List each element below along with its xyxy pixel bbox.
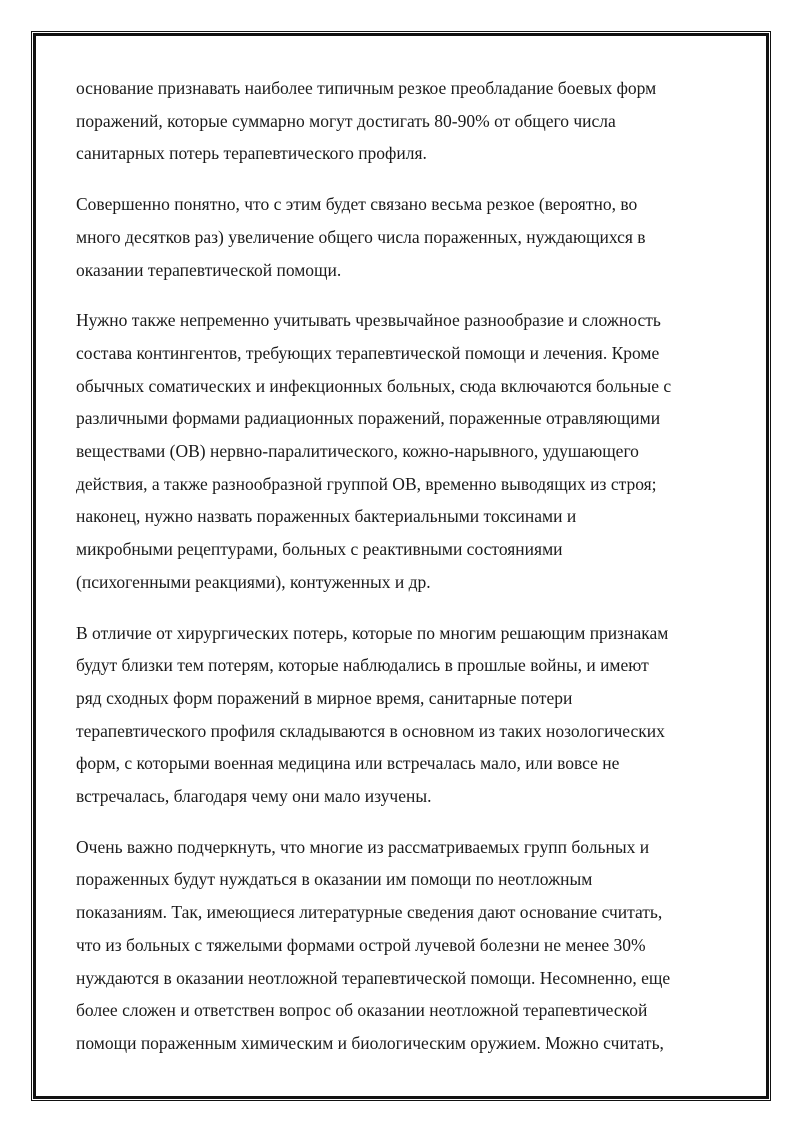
text-line: В отличие от хирургических потерь, которые по многим решающим признакам	[76, 622, 669, 643]
text-line: оказании терапевтической помощи.	[76, 259, 342, 280]
text-line: наконец, нужно назвать пораженных бактериальными токсинами и	[76, 506, 577, 527]
text-line: Очень важно подчеркнуть, что многие из рассматриваемых групп больных и	[76, 836, 650, 857]
text-line: ряд сходных форм поражений в мирное время, санитарные потери	[76, 687, 573, 708]
text-line: форм, с которыми военная медицина или встречалась мало, или вовсе не	[76, 753, 620, 774]
paragraph	[76, 72, 726, 170]
text-line: пораженных будут нуждаться в оказании им помощи по неотложным	[76, 869, 593, 890]
text-line: основание признавать наиболее типичным резкое преобладание боевых форм	[76, 78, 657, 98]
text-line: Нужно также непременно учитывать чрезвычайное разнообразие и сложность	[76, 310, 661, 331]
text-line: (психогенными реакциями), контуженных и др.	[76, 571, 431, 592]
text-line: Совершенно понятно, что с этим будет связано весьма резкое (вероятно, во	[76, 194, 638, 215]
text-line: микробными рецептурами, больных с реактивными состояниями	[76, 539, 563, 560]
text-line: много десятков раз) увеличение общего числа пораженных, нуждающихся в	[76, 226, 646, 247]
text-line: показаниям. Так, имеющиеся литературные сведения дают основание считать,	[76, 902, 663, 923]
text-line: поражений, которые суммарно могут достигать 80-90% от общего числа	[76, 110, 616, 131]
text-line: санитарных потерь терапевтического профиля.	[76, 143, 427, 164]
text-line: обычных соматических и инфекционных больных, сюда включаются больные с	[76, 375, 672, 396]
text-line: помощи пораженным химическим и биологическим оружием. Можно считать,	[76, 1032, 664, 1053]
paragraph	[76, 617, 726, 813]
text-line: действия, а также разнообразной группой ОВ, временно выводящих из строя;	[76, 473, 657, 494]
text-line: что из больных с тяжелыми формами острой лучевой болезни не менее 30%	[76, 934, 646, 955]
text-line: состава контингентов, требующих терапевтической помощи и лечения. Кроме	[76, 342, 660, 363]
paragraph	[76, 831, 726, 1060]
text-line: терапевтического профиля складываются в основном из таких нозологических	[76, 720, 665, 741]
text-line: будут близки тем потерям, которые наблюдались в прошлые войны, и имеют	[76, 655, 649, 676]
text-line: более сложен и ответствен вопрос об оказании неотложной терапевтической	[76, 1000, 648, 1021]
text-line: веществами (ОВ) нервно-паралитического, кожно-нарывного, удушающего	[76, 441, 639, 462]
text-line: встречалась, благодаря чему они мало изучены.	[76, 786, 432, 807]
paragraph	[76, 188, 726, 286]
paragraph	[76, 304, 726, 598]
document-body	[76, 72, 726, 1078]
text-line: различными формами радиационных поражений, пораженные отравляющими	[76, 408, 661, 429]
text-line: нуждаются в оказании неотложной терапевтической помощи. Несомненно, еще	[76, 967, 671, 988]
